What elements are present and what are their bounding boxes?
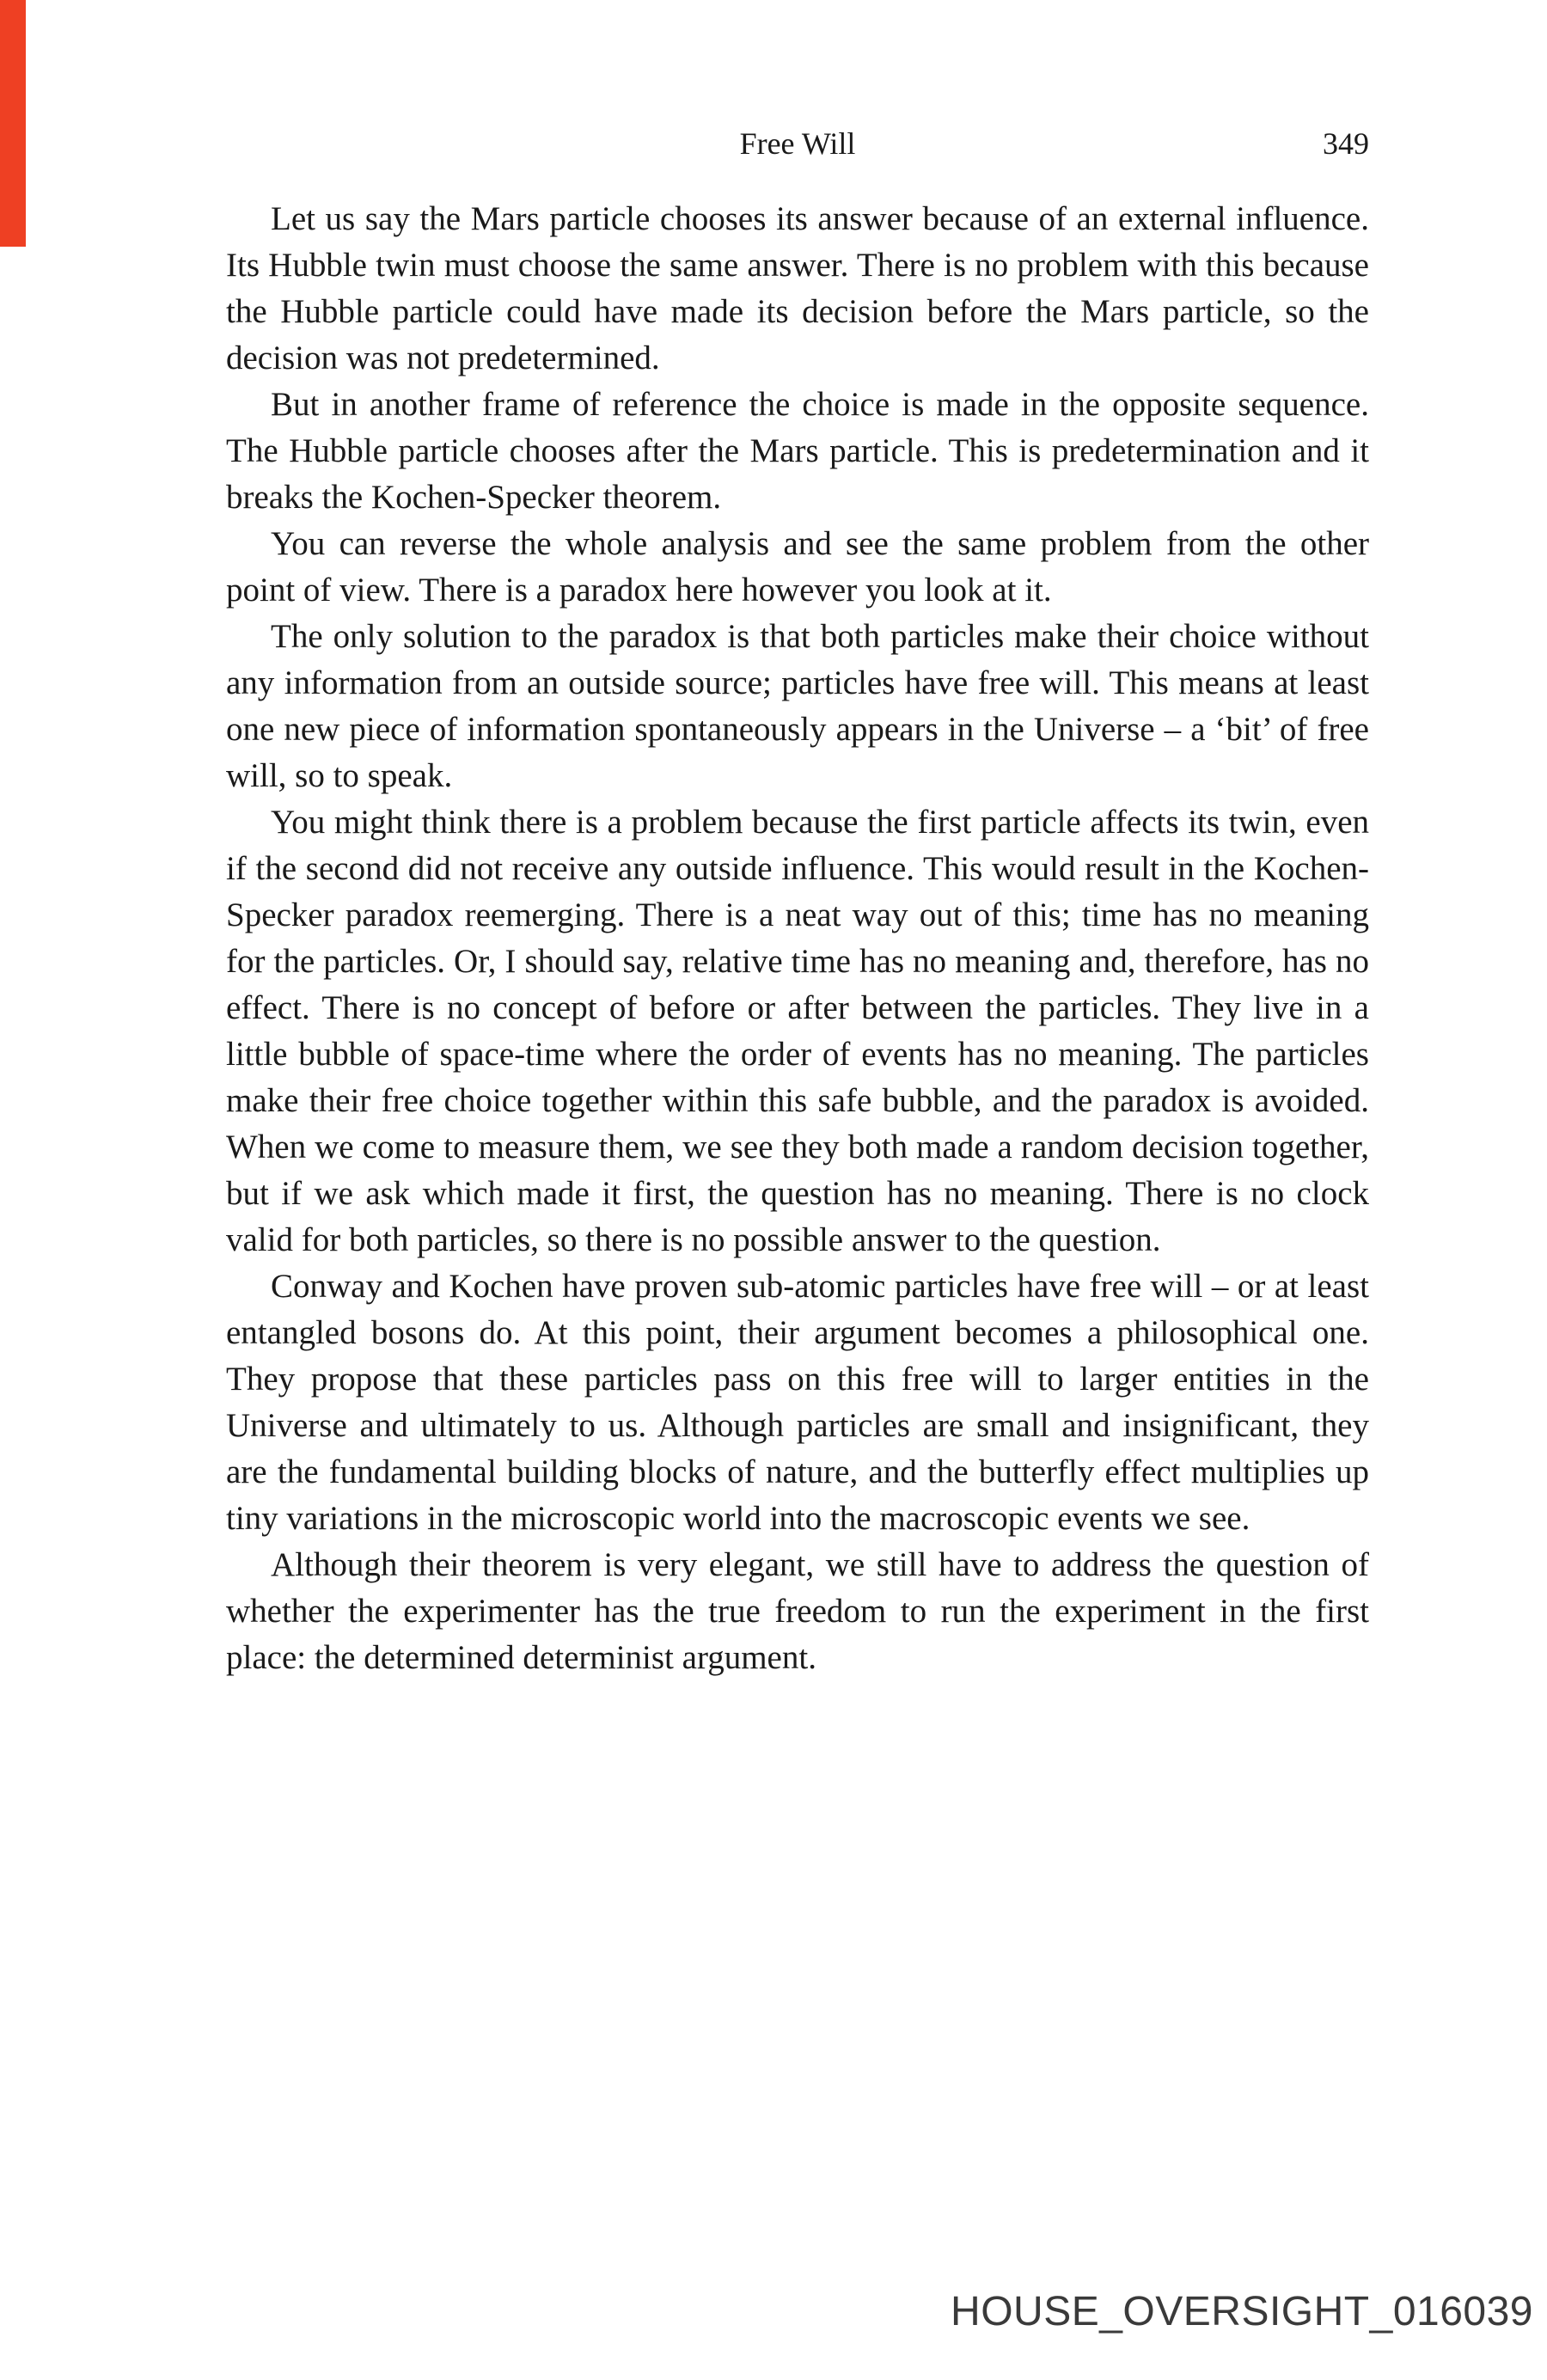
paragraph: Conway and Kochen have proven sub-atomic particles have free will – or at least entangled bosons do. At this point, their argument becomes a philosophical one. They propose that these particles pass on this free will to larger entities in the Universe and ultimately to us. Although particles are small and insignificant, they are the fundamental building blocks of nature, and the butterfly effect multiplies up tiny variations in the microscopic world into the macroscopic events we see. [226,1268,1369,1537]
paragraph: The only solution to the paradox is that both particles make their choice without any information from an outside source; particles have free will. This means at least one new piece of information spontaneously appears in the Universe – a ‘bit’ of free will, so to speak. [226,618,1369,794]
paragraph: You might think there is a problem because the first particle affects its twin, even if the second did not receive any outside influence. This would result in the Kochen-Specker paradox reemerging. There is a neat way out of this; time has no meaning for the particles. Or, I should say, relative time has no meaning and, therefore, has no effect. There is no concept of before or after between the particles. They live in a little bubble of space-time where the order of events has no meaning. The particles make their free choice together within this safe bubble, and the paradox is avoided. When we come to measure them, we see they both made a random decision together, but if we ask which made it first, the question has no meaning. There is no clock valid for both particles, so there is no possible answer to the question. [226,804,1369,1258]
oversight-watermark: HOUSE_OVERSIGHT_016039 [951,2289,1533,2334]
paragraph: Let us say the Mars particle chooses its answer because of an external influence. Its Hubble twin must choose the same answer. There is no problem with this because the Hubble particle could have made its decision before the Mars particle, so the decision was not predetermined. [226,200,1369,376]
running-head [226,125,1369,168]
paragraph: You can reverse the whole analysis and see the same problem from the other point of view. There is a paradox here however you look at it. [226,525,1369,609]
paragraph: Although their theorem is very elegant, we still have to address the question of whether the experimenter has the true freedom to run the experiment in the first place: the determined determinist argument. [226,1546,1369,1676]
body-text [226,196,1369,1681]
running-head-title: Free Will [739,126,856,161]
paragraph: But in another frame of reference the choice is made in the opposite sequence. The Hubble particle chooses after the Mars particle. This is predetermination and it breaks the Kochen-Specker theorem. [226,386,1369,516]
red-edge-marker [0,0,26,247]
page-number: 349 [1323,126,1369,161]
